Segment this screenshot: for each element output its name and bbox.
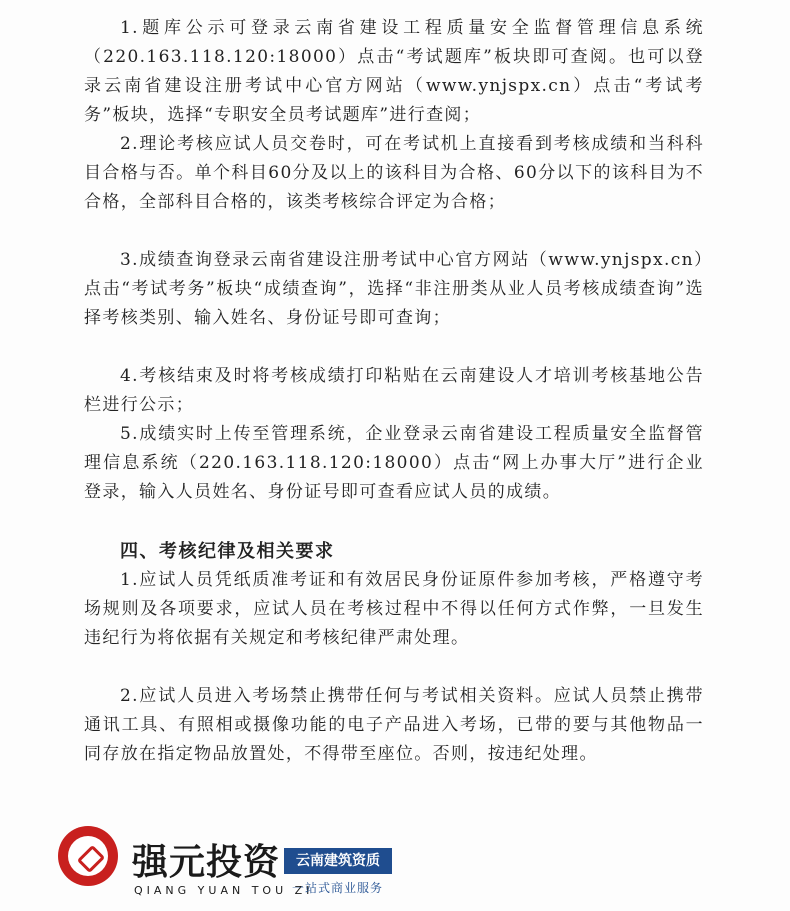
paragraph-prohibited-items: 2.应试人员进入考场禁止携带任何与考试相关资料。应试人员禁止携带通讯工具、有照相或摄像功能的电子产品进入考场，已带的要与其他物品一同存放在指定物品放置处，不得带至座位。否则，按违纪处理。 (84, 686, 704, 764)
brand-tag: 云南建筑资质 (284, 848, 392, 874)
paragraph-score-publication: 4.考核结束及时将考核成绩打印粘贴在云南建设人才培训考核基地公告栏进行公示； (84, 366, 704, 415)
paragraph-exam-bank: 1.题库公示可登录云南省建设工程质量安全监督管理信息系统（220.163.118.120:18000）点击“考试题库”板块即可查阅。也可以登录云南省建设注册考试中心官方网站（www.ynjspx.cn）点击“考试考务”板块，选择“专职安全员考试题库”进行查阅； (84, 18, 704, 125)
paragraph-id-requirement: 1.应试人员凭纸质准考证和有效居民身份证原件参加考核，严格遵守考场规则及各项要求，应试人员在考核过程中不得以任何方式作弊，一旦发生违纪行为将依据有关规定和考核纪律严肃处理。 (84, 570, 704, 648)
paragraph-theory-assessment: 2.理论考核应试人员交卷时，可在考试机上直接看到考核成绩和当科科目合格与否。单个科目60分及以上的该科目为合格、60分以下的该科目为不合格，全部科目合格的，该类考核综合评定为合格； (84, 134, 704, 212)
qiangyuan-logo-icon (58, 826, 118, 886)
brand-pinyin: QIANG YUAN TOU ZI (134, 884, 314, 897)
section-heading-discipline: 四、考核纪律及相关要求 (120, 541, 335, 562)
paragraph-score-query: 3.成绩查询登录云南省建设注册考试中心官方网站（www.ynjspx.cn）点击“考试考务”板块“成绩查询”，选择“非注册类从业人员考核成绩查询”选择考核类别、输入姓名、身份证号即可查询； (84, 250, 704, 328)
brand-name: 强元投资 (132, 842, 281, 883)
brand-service: 一站式商业服务 (292, 881, 384, 895)
paragraph-score-upload: 5.成绩实时上传至管理系统，企业登录云南省建设工程质量安全监督管理信息系统（220.163.118.120:18000）点击“网上办事大厅”进行企业登录，输入人员姓名、身份证号即可查看应试人员的成绩。 (84, 424, 704, 502)
